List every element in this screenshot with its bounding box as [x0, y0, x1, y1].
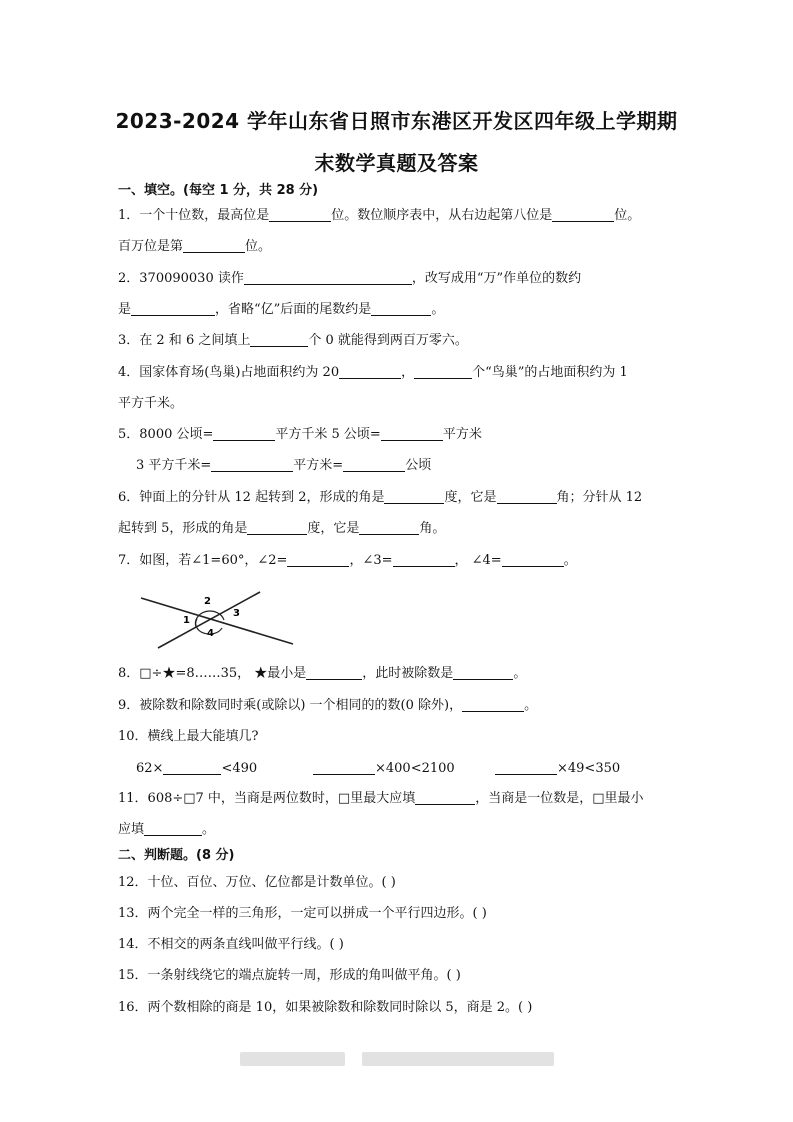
question-5-line1: 5．8000 公顷= 平方千米 5 公顷= 平方米	[118, 427, 482, 442]
answer-blank[interactable]	[359, 520, 419, 535]
question-3: 3．在 2 和 6 之间填上 个 0 就能得到两百万零六。	[118, 333, 468, 348]
question-5-line2: 3 平方千米= 平方米= 公顷	[136, 458, 432, 473]
blurred-footer-left	[240, 1052, 345, 1066]
question-10-line1: 10．横线上最大能填几?	[118, 729, 259, 744]
answer-blank[interactable]	[343, 457, 405, 472]
question-10-item-1: 62× <490	[136, 761, 258, 776]
angle-label-4: 4	[207, 628, 214, 639]
answer-blank[interactable]	[497, 489, 557, 504]
question-8: 8．□÷★=8……35， ★最小是 ，此时被除数是 。	[118, 666, 527, 681]
section1-heading: 一、填空。(每空 1 分，共 28 分)	[118, 183, 319, 198]
answer-blank[interactable]	[415, 790, 475, 805]
question-1-line1: 1．一个十位数，最高位是 位。数位顺序表中，从右边起第八位是 位。	[118, 208, 641, 223]
answer-blank[interactable]	[211, 457, 293, 472]
judgement-item-12: 12．十位、百位、万位、亿位都是计数单位。( )	[118, 875, 396, 890]
page-title-line2: 末数学真题及答案	[314, 151, 479, 175]
answer-blank[interactable]	[552, 207, 614, 222]
answer-blank[interactable]	[244, 270, 412, 285]
answer-blank[interactable]	[502, 552, 564, 567]
answer-blank[interactable]	[163, 760, 221, 775]
answer-blank[interactable]	[371, 301, 431, 316]
question-2-line1: 2．370090030 读作 ，改写成用“万”作单位的数约	[118, 271, 582, 286]
answer-blank[interactable]	[213, 426, 275, 441]
answer-blank[interactable]	[381, 426, 443, 441]
answer-blank[interactable]	[250, 332, 308, 347]
section2-heading: 二、判断题。(8 分)	[118, 848, 235, 863]
question-9: 9．被除数和除数同时乘(或除以) 一个相同的的数(0 除外)， 。	[118, 698, 538, 713]
answer-blank[interactable]	[247, 520, 307, 535]
blurred-footer-right	[362, 1052, 554, 1066]
answer-blank[interactable]	[414, 364, 472, 379]
answer-blank[interactable]	[313, 760, 375, 775]
answer-blank[interactable]	[144, 821, 202, 836]
answer-blank[interactable]	[339, 364, 401, 379]
answer-blank[interactable]	[495, 760, 557, 775]
judgement-item-13: 13．两个完全一样的三角形，一定可以拼成一个平行四边形。( )	[118, 906, 487, 921]
judgement-item-14: 14．不相交的两条直线叫做平行线。( )	[118, 937, 344, 952]
answer-blank[interactable]	[453, 665, 513, 680]
answer-blank[interactable]	[384, 489, 444, 504]
question-7: 7．如图，若∠1=60°，∠2= ，∠3= ， ∠4= 。	[118, 553, 577, 568]
answer-blank[interactable]	[269, 207, 331, 222]
question-6-line1: 6．钟面上的分针从 12 起转到 2，形成的角是 度，它是 角；分针从 12	[118, 490, 643, 505]
answer-blank[interactable]	[462, 697, 524, 712]
angle-label-2: 2	[204, 596, 211, 607]
page-title-line1: 2023-2024 学年山东省日照市东港区开发区四年级上学期期	[115, 109, 678, 133]
question-10-item-2: ×400<2100	[313, 760, 455, 778]
question-11-line2: 应填 。	[118, 822, 216, 837]
question-4-line1: 4．国家体育场(鸟巢)占地面积约为 20 ， 个“鸟巢”的占地面积约为 1	[118, 365, 628, 380]
question-10-item-3: ×49<350	[495, 760, 620, 778]
question-4-line2: 平方千米。	[118, 396, 184, 411]
angle-label-1: 1	[183, 615, 190, 626]
question-2-line2: 是 ，省略“亿”后面的尾数约是 。	[118, 302, 445, 317]
answer-blank[interactable]	[306, 665, 362, 680]
angle-label-3: 3	[233, 608, 240, 619]
question-6-line2: 起转到 5，形成的角是 度，它是 角。	[118, 521, 446, 536]
answer-blank[interactable]	[183, 238, 245, 253]
question-1-line2: 百万位是第 位。	[118, 239, 272, 254]
intersecting-lines-figure	[138, 590, 298, 652]
answer-blank[interactable]	[287, 552, 349, 567]
answer-blank[interactable]	[393, 552, 455, 567]
question-11-line1: 11．608÷□7 中，当商是两位数时，□里最大应填 ，当商是一位数是，□里最小	[118, 791, 644, 806]
judgement-item-16: 16．两个数相除的商是 10，如果被除数和除数同时除以 5，商是 2。( )	[118, 1000, 533, 1015]
answer-blank[interactable]	[131, 301, 215, 316]
judgement-item-15: 15．一条射线绕它的端点旋转一周，形成的角叫做平角。( )	[118, 968, 461, 983]
